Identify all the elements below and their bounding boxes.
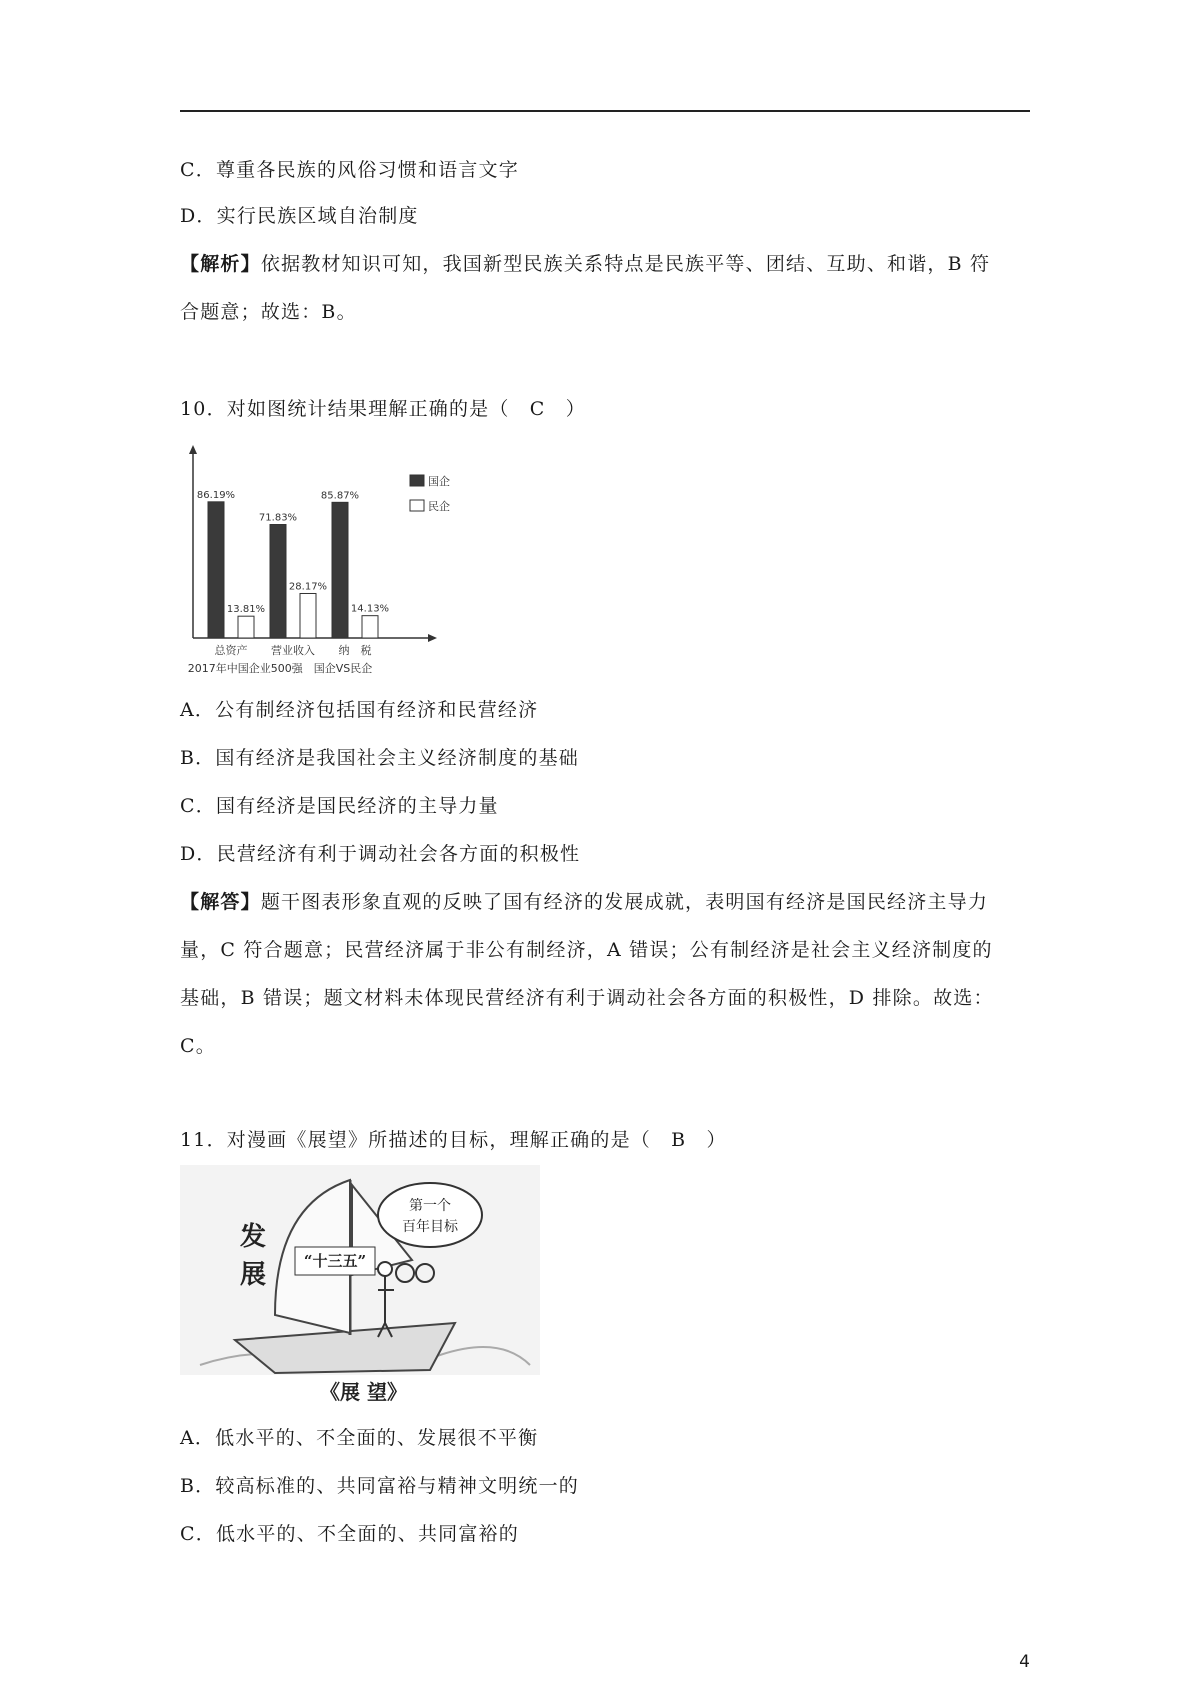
legend-swatch-private [410,500,424,511]
bar-0-1 [270,525,286,638]
bubble-line-1: 第一个 [409,1198,451,1214]
bar-1-1 [300,593,316,638]
legend-swatch-soe [410,475,424,486]
q10-stem: 10．对如图统计结果理解正确的是（ C ） [180,398,586,420]
q9-option-d: D．实行民族区域自治制度 [180,205,419,227]
header-rule [180,110,1030,112]
bar-label-0-0: 86.19% [196,489,236,501]
chart-title: 2017年中国企业500强 国企VS民企 [187,662,373,675]
bar-label-0-1: 71.83% [258,512,298,524]
q11-stem: 11．对漫画《展望》所描述的目标，理解正确的是（ B ） [180,1129,727,1151]
person-head [378,1262,392,1276]
bar-chart [180,440,456,680]
q9-analysis-line-1 [180,252,990,276]
q10-option-b: B．国有经济是我国社会主义经济制度的基础 [180,747,579,769]
q10-answer-line-4: C。 [180,1035,216,1057]
q11-option-b: B．较高标准的、共同富裕与精神文明统一的 [180,1475,579,1497]
bar-label-1-0: 13.81% [226,604,266,616]
answer-label: 【解答】 [180,891,261,913]
q11-option-c: C．低水平的、不全面的、共同富裕的 [180,1523,519,1545]
bar-0-2 [332,502,348,638]
sail-char-2: 展 [240,1260,267,1290]
bar-1-0 [238,616,254,638]
q9-analysis-line-2: 合题意；故选：B。 [180,301,357,323]
x-axis-arrow [428,634,437,642]
bar-1-2 [362,616,378,638]
bar-label-1-2: 14.13% [350,603,390,615]
analysis-text: 依据教材知识可知，我国新型民族关系特点是民族平等、团结、互助、和谐，B 符 [260,253,991,275]
category-label-1: 营业收入 [271,644,315,657]
q11-option-a: A．低水平的、不全面的、发展很不平衡 [180,1427,539,1449]
q10-answer-line-3: 基础，B 错误；题文材料未体现民营经济有利于调动社会各方面的积极性，D 排除。故选： [180,987,994,1009]
analysis-label: 【解析】 [180,253,261,275]
legend-label-private: 民企 [428,500,450,513]
q9-option-c: C．尊重各民族的风俗习惯和语言文字 [180,159,519,181]
q10-option-a: A．公有制经济包括国有经济和民营经济 [180,699,539,721]
category-label-2: 纳 税 [338,644,372,657]
bubble-line-2: 百年目标 [402,1219,458,1235]
bar-0-0 [208,502,224,638]
q10-option-c: C．国有经济是国民经济的主导力量 [180,795,499,817]
sail-char-1: 发 [240,1222,267,1252]
sail-label: “十三五” [303,1252,367,1270]
q10-answer-line-1 [180,890,988,914]
q10-answer-line-2: 量，C 符合题意；民营经济属于非公有制经济，A 错误；公有制经济是社会主义经济制度的 [180,939,993,961]
answer-text: 题干图表形象直观的反映了国有经济的发展成就，表明国有经济是国民经济主导力 [260,891,989,913]
bar-label-1-1: 28.17% [288,581,328,593]
legend-label-soe: 国企 [428,475,450,488]
y-axis-arrow [189,445,197,454]
bar-label-0-2: 85.87% [320,490,360,502]
page-number: 4 [1019,1652,1030,1672]
cartoon-image [180,1165,540,1405]
category-label-0: 总资产 [214,644,248,657]
speech-bubble [378,1183,482,1247]
cartoon-caption: 《展 望》 [320,1380,407,1404]
q10-option-d: D．民营经济有利于调动社会各方面的积极性 [180,843,581,865]
